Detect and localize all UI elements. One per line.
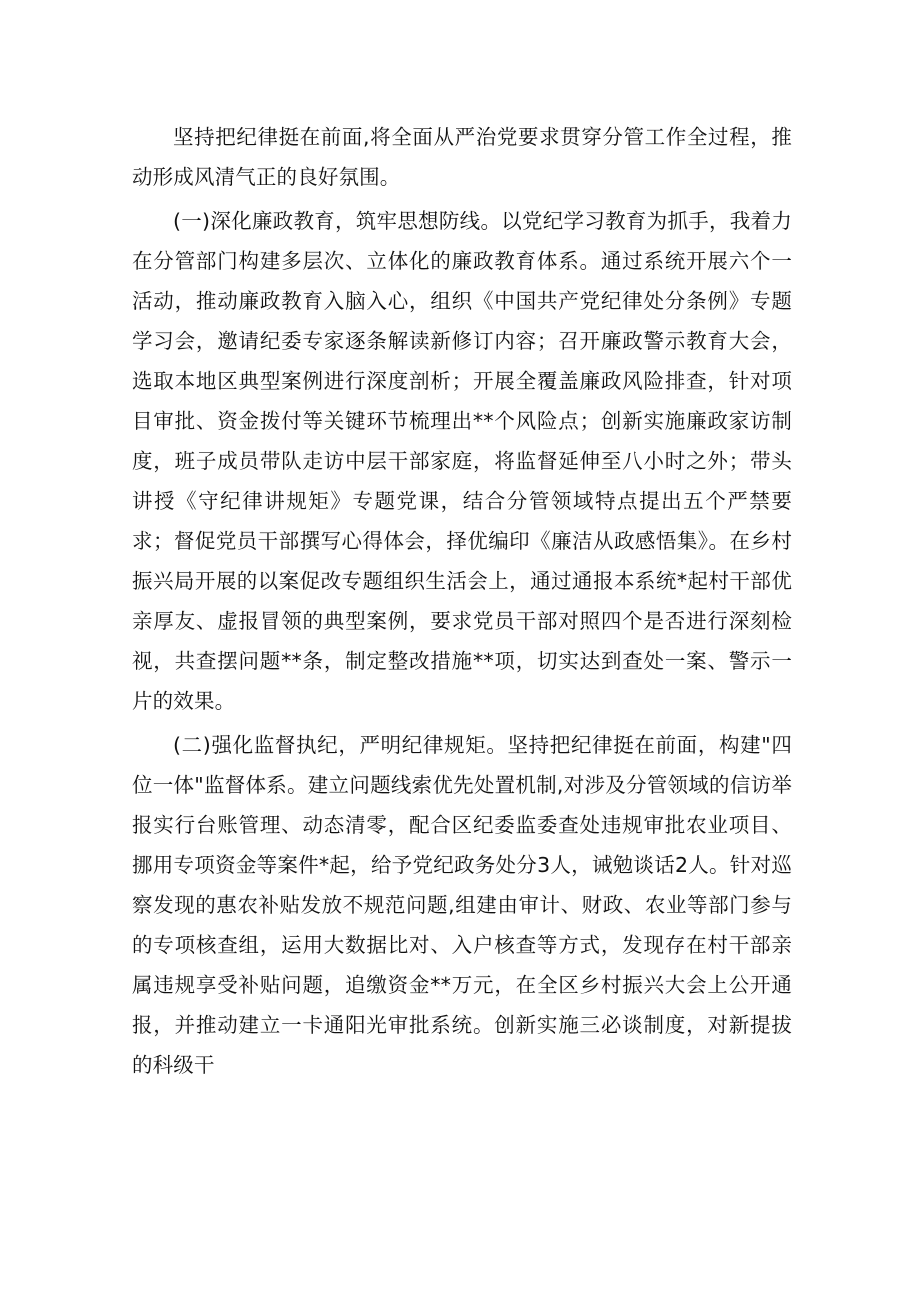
paragraph-intro: 坚持把纪律挺在前面,将全面从严治党要求贯穿分管工作全过程，推动形成风清气正的良好氛围。 (132, 125, 792, 189)
paragraph-section-one: (一)深化廉政教育，筑牢思想防线。以党纪学习教育为抓手，我着力在分管部门构建多层次、立体化的廉政教育体系。通过系统开展六个一活动，推动廉政教育入脑入心，组织《中国共产党纪律处分条例》专题学习会，邀请纪委专家逐条解读新修订内容；召开廉政警示教育大会，选取本地区典型案例进行深度剖析；开展全覆盖廉政风险排查，针对项目审批、资金拨付等关键环节梳理出**个风险点；创新实施廉政家访制度，班子成员带队走访中层干部家庭，将监督延伸至八小时之外；带头讲授《守纪律讲规矩》专题党课，结合分管领域特点提出五个严禁要求；督促党员干部撰写心得体会，择优编印《廉洁从政感悟集》。在乡村振兴局开展的以案促改专题组织生活会上，通过通报本系统*起村干部优亲厚友、虚报冒领的典型案例，要求党员干部对照四个是否进行深刻检视，共查摆问题**条，制定整改措施**项，切实达到查处一案、警示一片的效果。 (132, 209, 792, 713)
document-body (132, 117, 792, 1089)
paragraph-section-two: (二)强化监督执纪，严明纪律规矩。坚持把纪律挺在前面，构建"四位一体"监督体系。建立问题线索优先处置机制,对涉及分管领域的信访举报实行台账管理、动态清零，配合区纪委监委查处违规审批农业项目、挪用专项资金等案件*起，给予党纪政务处分3人，诫勉谈话2人。针对巡察发现的惠农补贴发放不规范问题,组建由审计、财政、农业等部门参与的专项核查组，运用大数据比对、入户核查等方式，发现存在村干部亲属违规享受补贴问题，追缴资金**万元，在全区乡村振兴大会上公开通报，并推动建立一卡通阳光审批系统。创新实施三必谈制度，对新提拔的科级干 (132, 733, 792, 1077)
